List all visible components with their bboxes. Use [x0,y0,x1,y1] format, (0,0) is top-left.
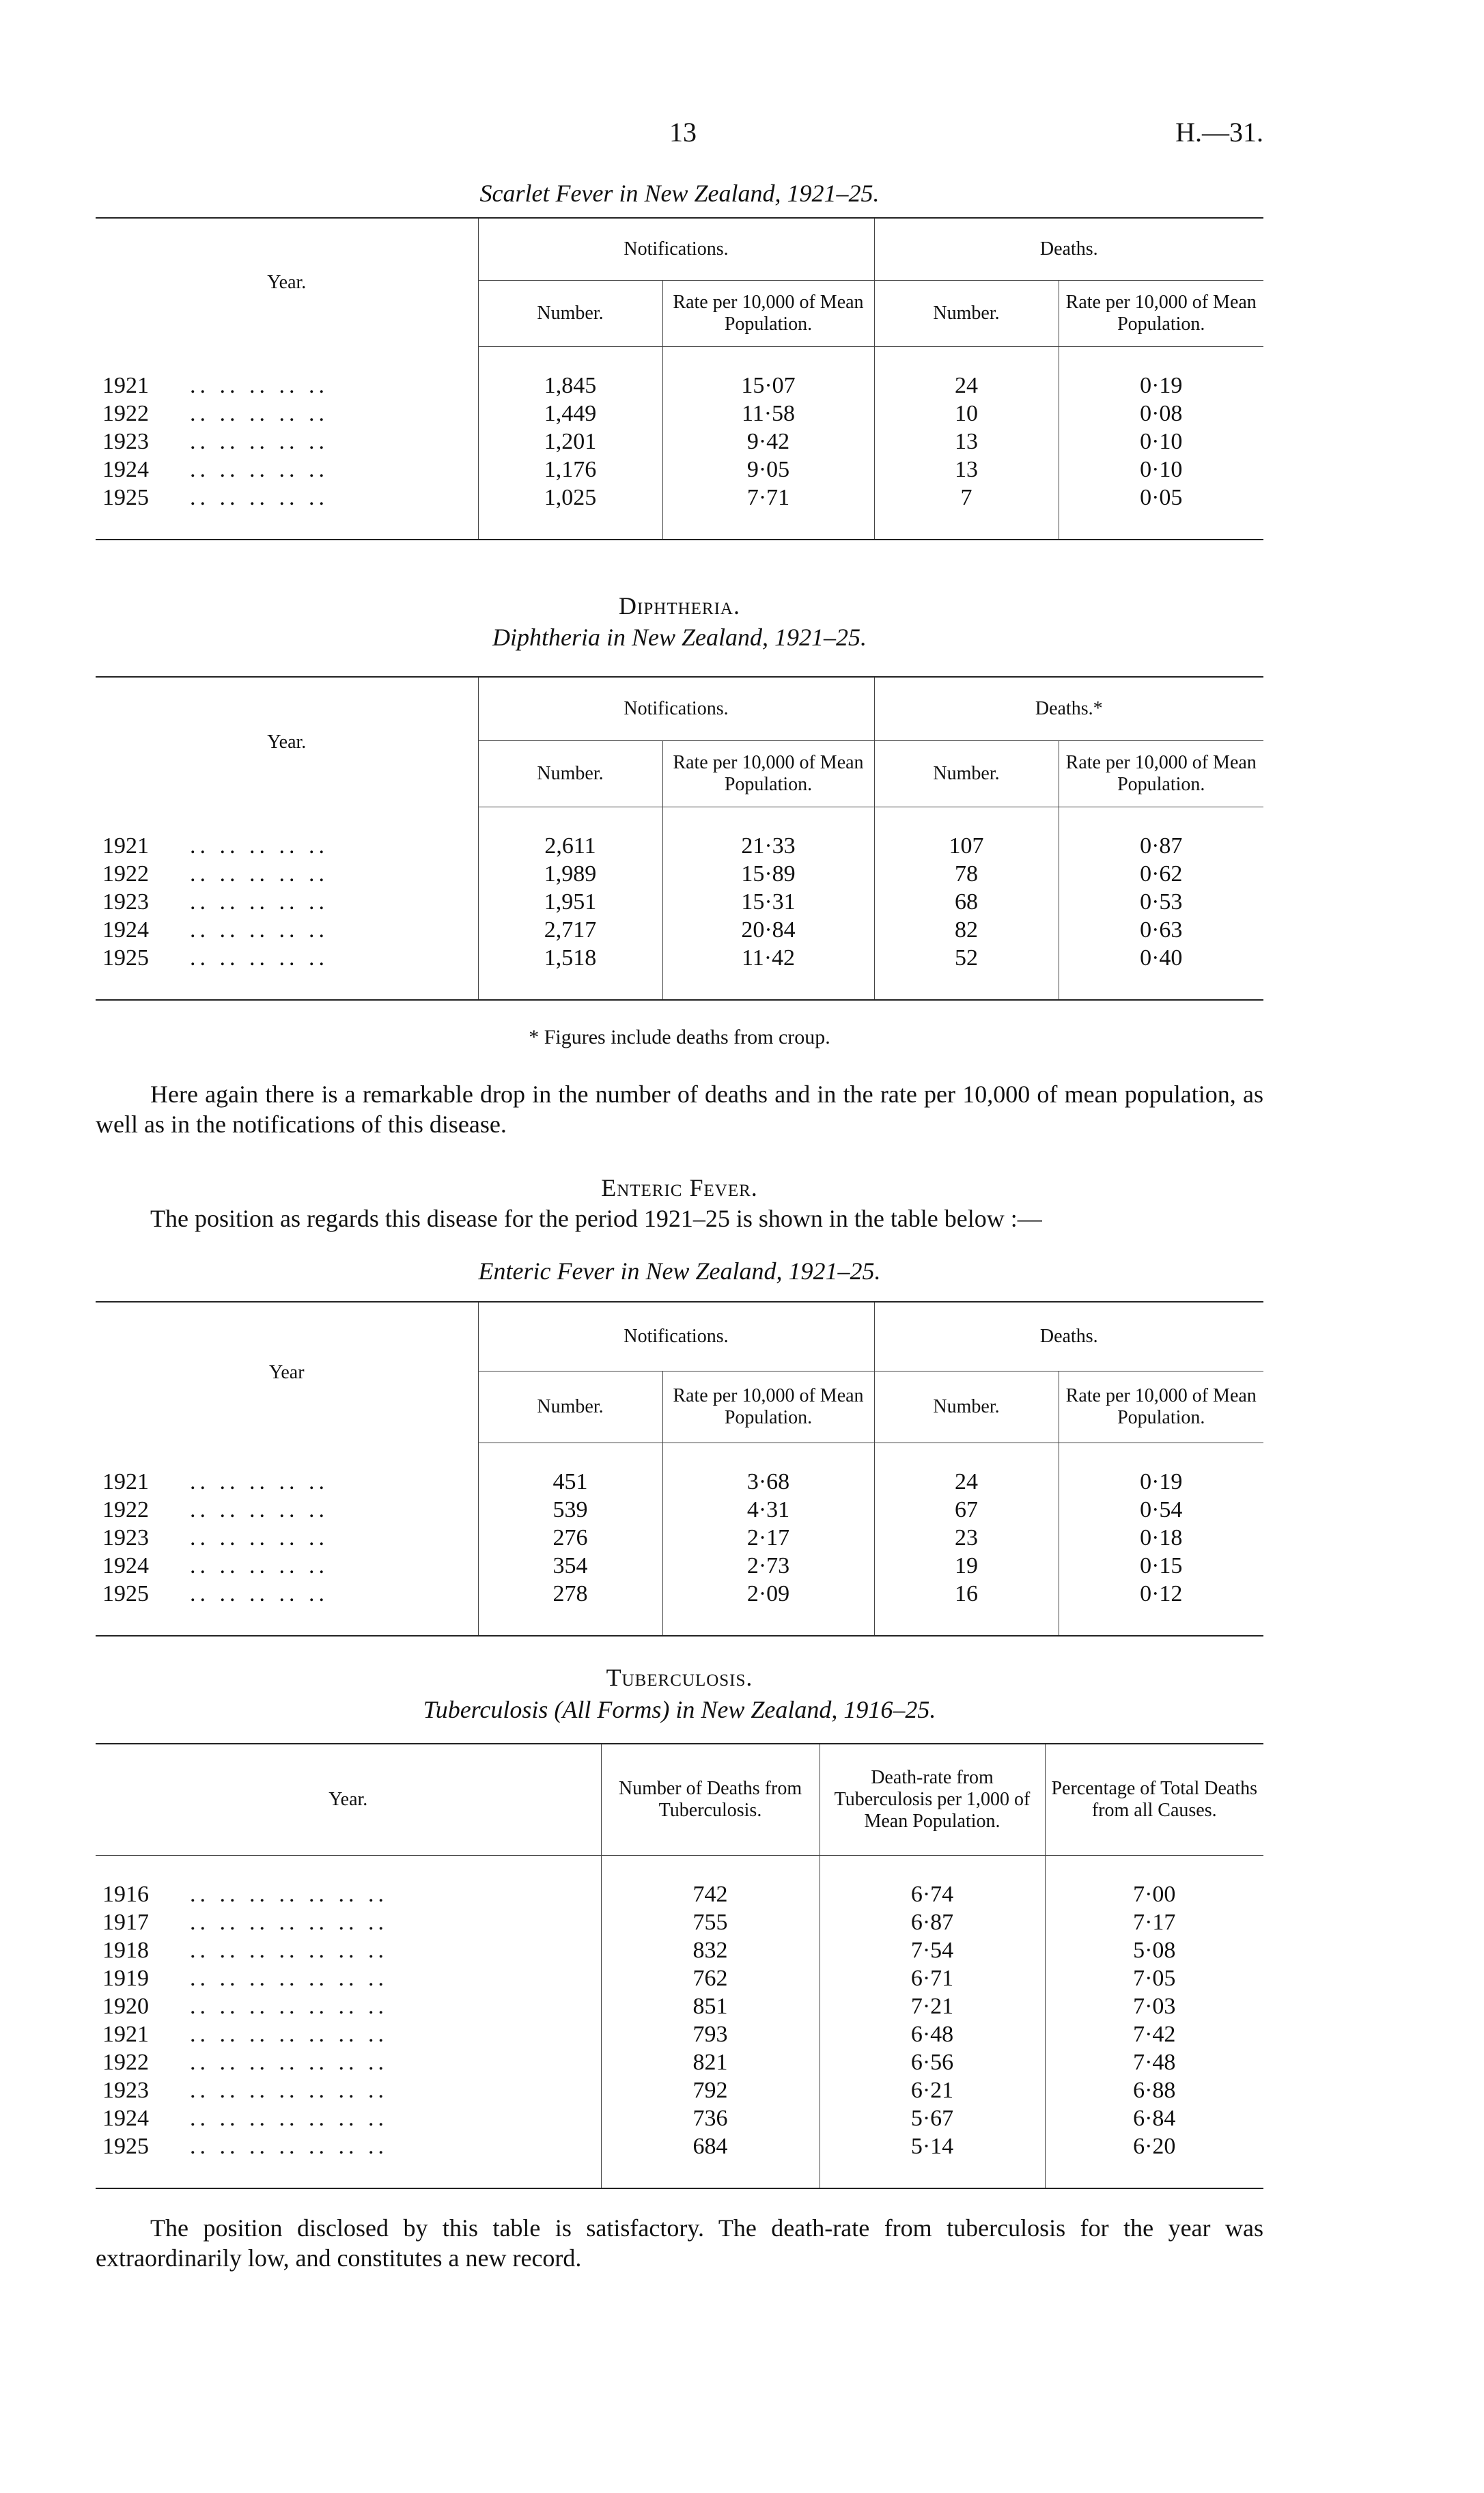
cell-rate: 6·21 [820,2076,1045,2104]
leader-dots: .. .. .. .. .. .. .. [190,2078,388,2103]
cell-deaths: 792 [601,2076,820,2104]
cell-n-rate: 9·05 [662,456,874,484]
leader-dots: .. .. .. .. .. .. .. [190,1938,388,1963]
leader-dots: .. .. .. .. .. [190,1553,328,1578]
cell-n-rate: 9·42 [662,428,874,456]
table-row [96,2048,1263,2076]
table-row [96,1964,1263,1992]
row-year [96,2076,601,2104]
cell-n-rate: 15·89 [662,860,874,888]
notifications-rate-header: Rate per 10,000 of Mean Population. [662,1371,874,1443]
row-year [96,832,478,860]
leader-dots: .. .. .. .. .. [190,485,328,510]
year-label: 1925 [102,2134,149,2159]
cell-d-num: 68 [874,888,1059,916]
cell-deaths: 762 [601,1964,820,1992]
cell-n-num: 1,449 [478,400,662,428]
cell-pct: 7·48 [1045,2048,1263,2076]
cell-n-rate: 2·09 [662,1580,874,1608]
cell-n-num: 354 [478,1552,662,1580]
col-deaths-header: Number of Deaths from Tuberculosis. [601,1744,820,1856]
leader-dots: .. .. .. .. .. .. .. [190,1882,388,1907]
row-year [96,1524,478,1552]
year-label: 1925 [102,945,149,971]
table-row [96,428,1263,456]
cell-n-num: 451 [478,1468,662,1496]
cell-d-num: 19 [874,1552,1059,1580]
cell-n-rate: 4·31 [662,1496,874,1524]
enteric-fever-caption: Enteric Fever in New Zealand, 1921–25. [478,1257,881,1285]
row-year [96,1496,478,1524]
cell-d-rate: 0·18 [1059,1524,1263,1552]
cell-n-rate: 2·17 [662,1524,874,1552]
cell-pct: 7·05 [1045,1964,1263,1992]
row-year [96,1936,601,1964]
year-label: 1919 [102,1966,149,1991]
deaths-rate-header: Rate per 10,000 of Mean Population. [1059,1371,1263,1443]
row-year [96,888,478,916]
deaths-rate-header: Rate per 10,000 of Mean Population. [1059,741,1263,807]
row-year [96,2104,601,2132]
leader-dots: .. .. .. .. .. [190,429,328,454]
table-row [96,1992,1263,2020]
enteric-fever-heading: Enteric Fever. [601,1174,758,1201]
cell-d-num: 24 [874,372,1059,400]
deaths-number-header: Number. [874,741,1059,807]
cell-rate: 5·67 [820,2104,1045,2132]
tuberculosis-paragraph-text: The position disclosed by this table is satisfactory. The death-rate from tuberculosis for the year was extraordinarily low, and constitutes a new record. [96,2214,1263,2272]
table-row [96,860,1263,888]
cell-d-rate: 0·15 [1059,1552,1263,1580]
cell-d-rate: 0·63 [1059,916,1263,944]
table-row [96,888,1263,916]
year-label: 1922 [102,1497,149,1522]
tuberculosis-heading: Tuberculosis. [606,1664,753,1691]
document-reference: H.—31. [1175,117,1263,148]
cell-d-rate: 0·54 [1059,1496,1263,1524]
cell-n-num: 278 [478,1580,662,1608]
row-year [96,1992,601,2020]
table-row [96,1524,1263,1552]
deaths-group-header: Deaths.* [874,677,1263,741]
cell-n-rate: 15·31 [662,888,874,916]
col-year-header: Year. [96,677,478,807]
row-year [96,1908,601,1936]
row-year [96,400,478,428]
notifications-number-header: Number. [478,1371,662,1443]
cell-deaths: 736 [601,2104,820,2132]
cell-d-rate: 0·53 [1059,888,1263,916]
table-row [96,372,1263,400]
cell-n-num: 1,201 [478,428,662,456]
leader-dots: .. .. .. .. .. .. .. [190,1910,388,1935]
cell-d-rate: 0·87 [1059,832,1263,860]
row-year [96,456,478,484]
table-row [96,916,1263,944]
cell-n-rate: 15·07 [662,372,874,400]
cell-n-rate: 11·42 [662,944,874,972]
leader-dots: .. .. .. .. .. .. .. [190,1994,388,2019]
col-year-header: Year. [96,1744,601,1856]
row-year [96,916,478,944]
cell-deaths: 742 [601,1880,820,1908]
tuberculosis-table [96,1743,1263,2189]
cell-pct: 7·42 [1045,2020,1263,2048]
cell-d-rate: 0·19 [1059,1468,1263,1496]
cell-d-num: 78 [874,860,1059,888]
table-row [96,2020,1263,2048]
year-label: 1921 [102,1469,149,1494]
year-label: 1922 [102,2050,149,2075]
leader-dots: .. .. .. .. .. [190,833,328,859]
enteric-intro [96,1203,1263,1234]
year-label: 1921 [102,2022,149,2047]
year-label: 1924 [102,457,149,482]
cell-n-rate: 21·33 [662,832,874,860]
row-year [96,2020,601,2048]
cell-d-num: 16 [874,1580,1059,1608]
cell-n-rate: 3·68 [662,1468,874,1496]
cell-d-num: 10 [874,400,1059,428]
cell-d-num: 7 [874,484,1059,512]
leader-dots: .. .. .. .. .. .. .. [190,2106,388,2131]
table-row [96,2076,1263,2104]
page-number: 13 [669,117,697,148]
cell-d-rate: 0·05 [1059,484,1263,512]
cell-n-num: 1,989 [478,860,662,888]
col-year-header: Year [96,1302,478,1443]
table-row [96,1496,1263,1524]
table-row [96,1908,1263,1936]
year-label: 1916 [102,1882,149,1907]
cell-d-rate: 0·10 [1059,456,1263,484]
row-year [96,1580,478,1608]
row-year [96,428,478,456]
table-row [96,832,1263,860]
cell-n-num: 276 [478,1524,662,1552]
leader-dots: .. .. .. .. .. [190,917,328,943]
leader-dots: .. .. .. .. .. .. .. [190,2134,388,2159]
year-label: 1923 [102,429,149,454]
table-row [96,2132,1263,2160]
notifications-group-header: Notifications. [478,218,874,281]
tuberculosis-paragraph [96,2213,1263,2273]
year-label: 1924 [102,917,149,943]
cell-rate: 6·71 [820,1964,1045,1992]
year-label: 1923 [102,889,149,915]
cell-deaths: 821 [601,2048,820,2076]
leader-dots: .. .. .. .. .. .. .. [190,2022,388,2047]
cell-rate: 5·14 [820,2132,1045,2160]
row-year [96,1468,478,1496]
diphtheria-paragraph [96,1079,1263,1139]
col-year-header: Year. [96,218,478,347]
diphtheria-table [96,676,1263,1001]
cell-n-rate: 2·73 [662,1552,874,1580]
year-label: 1922 [102,861,149,887]
cell-d-rate: 0·19 [1059,372,1263,400]
table-row [96,1936,1263,1964]
leader-dots: .. .. .. .. .. [190,1469,328,1494]
cell-pct: 7·03 [1045,1992,1263,2020]
cell-deaths: 684 [601,2132,820,2160]
row-year [96,484,478,512]
cell-rate: 6·48 [820,2020,1045,2048]
year-label: 1922 [102,401,149,426]
cell-d-rate: 0·12 [1059,1580,1263,1608]
leader-dots: .. .. .. .. .. [190,457,328,482]
row-year [96,944,478,972]
cell-d-num: 13 [874,456,1059,484]
cell-n-num: 1,025 [478,484,662,512]
cell-d-num: 107 [874,832,1059,860]
year-label: 1924 [102,2106,149,2131]
row-year [96,372,478,400]
leader-dots: .. .. .. .. .. .. .. [190,1966,388,1991]
cell-n-num: 1,951 [478,888,662,916]
year-label: 1923 [102,2078,149,2103]
row-year [96,2048,601,2076]
leader-dots: .. .. .. .. .. .. .. [190,2050,388,2075]
diphtheria-caption: Diphtheria in New Zealand, 1921–25. [492,624,867,651]
cell-rate: 6·56 [820,2048,1045,2076]
cell-d-num: 24 [874,1468,1059,1496]
leader-dots: .. .. .. .. .. [190,861,328,887]
year-label: 1918 [102,1938,149,1963]
row-year [96,1552,478,1580]
cell-rate: 7·54 [820,1936,1045,1964]
col-percentage-header: Percentage of Total Deaths from all Causes. [1045,1744,1263,1856]
deaths-number-header: Number. [874,281,1059,347]
scarlet-fever-table [96,217,1263,540]
cell-n-rate: 7·71 [662,484,874,512]
year-label: 1924 [102,1553,149,1578]
cell-n-num: 1,845 [478,372,662,400]
leader-dots: .. .. .. .. .. [190,1497,328,1522]
notifications-rate-header: Rate per 10,000 of Mean Population. [662,281,874,347]
deaths-rate-header: Rate per 10,000 of Mean Population. [1059,281,1263,347]
row-year [96,860,478,888]
tuberculosis-caption: Tuberculosis (All Forms) in New Zealand, 1916–25. [423,1696,936,1723]
notifications-number-header: Number. [478,741,662,807]
diphtheria-paragraph-text: Here again there is a remarkable drop in the number of deaths and in the rate per 10,000 of mean population, as well as in the notifications of this disease. [96,1081,1263,1138]
cell-pct: 7·17 [1045,1908,1263,1936]
year-label: 1920 [102,1994,149,2019]
leader-dots: .. .. .. .. .. [190,1525,328,1550]
col-death-rate-header: Death-rate from Tuberculosis per 1,000 of Mean Population. [820,1744,1045,1856]
page-header [96,116,1263,157]
deaths-number-header: Number. [874,1371,1059,1443]
cell-n-num: 1,518 [478,944,662,972]
cell-d-num: 23 [874,1524,1059,1552]
cell-d-rate: 0·08 [1059,400,1263,428]
table-row [96,400,1263,428]
table-row [96,1580,1263,1608]
leader-dots: .. .. .. .. .. [190,945,328,971]
table-row [96,484,1263,512]
cell-n-num: 1,176 [478,456,662,484]
leader-dots: .. .. .. .. .. [190,401,328,426]
cell-deaths: 793 [601,2020,820,2048]
cell-d-num: 82 [874,916,1059,944]
table-row [96,456,1263,484]
diphtheria-heading: Diphtheria. [619,592,740,619]
row-year [96,1964,601,1992]
cell-pct: 7·00 [1045,1880,1263,1908]
cell-n-num: 2,717 [478,916,662,944]
year-label: 1925 [102,485,149,510]
cell-d-num: 52 [874,944,1059,972]
cell-d-rate: 0·10 [1059,428,1263,456]
table-row [96,944,1263,972]
cell-rate: 7·21 [820,1992,1045,2020]
deaths-group-header: Deaths. [874,1302,1263,1371]
scarlet-fever-caption: Scarlet Fever in New Zealand, 1921–25. [479,180,880,207]
cell-rate: 6·74 [820,1880,1045,1908]
cell-n-rate: 20·84 [662,916,874,944]
cell-rate: 6·87 [820,1908,1045,1936]
year-label: 1921 [102,833,149,859]
row-year [96,2132,601,2160]
cell-pct: 5·08 [1045,1936,1263,1964]
cell-deaths: 832 [601,1936,820,1964]
table-row [96,2104,1263,2132]
cell-deaths: 755 [601,1908,820,1936]
diphtheria-footnote: * Figures include deaths from croup. [529,1026,830,1048]
table-row [96,1880,1263,1908]
cell-n-rate: 11·58 [662,400,874,428]
cell-n-num: 2,611 [478,832,662,860]
row-year [96,1880,601,1908]
cell-n-num: 539 [478,1496,662,1524]
deaths-group-header: Deaths. [874,218,1263,281]
leader-dots: .. .. .. .. .. [190,373,328,398]
cell-pct: 6·20 [1045,2132,1263,2160]
year-label: 1921 [102,373,149,398]
table-row [96,1552,1263,1580]
year-label: 1923 [102,1525,149,1550]
cell-pct: 6·84 [1045,2104,1263,2132]
enteric-intro-text: The position as regards this disease for the period 1921–25 is shown in the table below :— [150,1205,1042,1232]
enteric-fever-table [96,1301,1263,1637]
cell-deaths: 851 [601,1992,820,2020]
leader-dots: .. .. .. .. .. [190,889,328,915]
notifications-group-header: Notifications. [478,1302,874,1371]
year-label: 1925 [102,1581,149,1606]
notifications-number-header: Number. [478,281,662,347]
notifications-rate-header: Rate per 10,000 of Mean Population. [662,741,874,807]
leader-dots: .. .. .. .. .. [190,1581,328,1606]
cell-d-rate: 0·40 [1059,944,1263,972]
cell-pct: 6·88 [1045,2076,1263,2104]
cell-d-rate: 0·62 [1059,860,1263,888]
cell-d-num: 67 [874,1496,1059,1524]
table-row [96,1468,1263,1496]
year-label: 1917 [102,1910,149,1935]
cell-d-num: 13 [874,428,1059,456]
notifications-group-header: Notifications. [478,677,874,741]
